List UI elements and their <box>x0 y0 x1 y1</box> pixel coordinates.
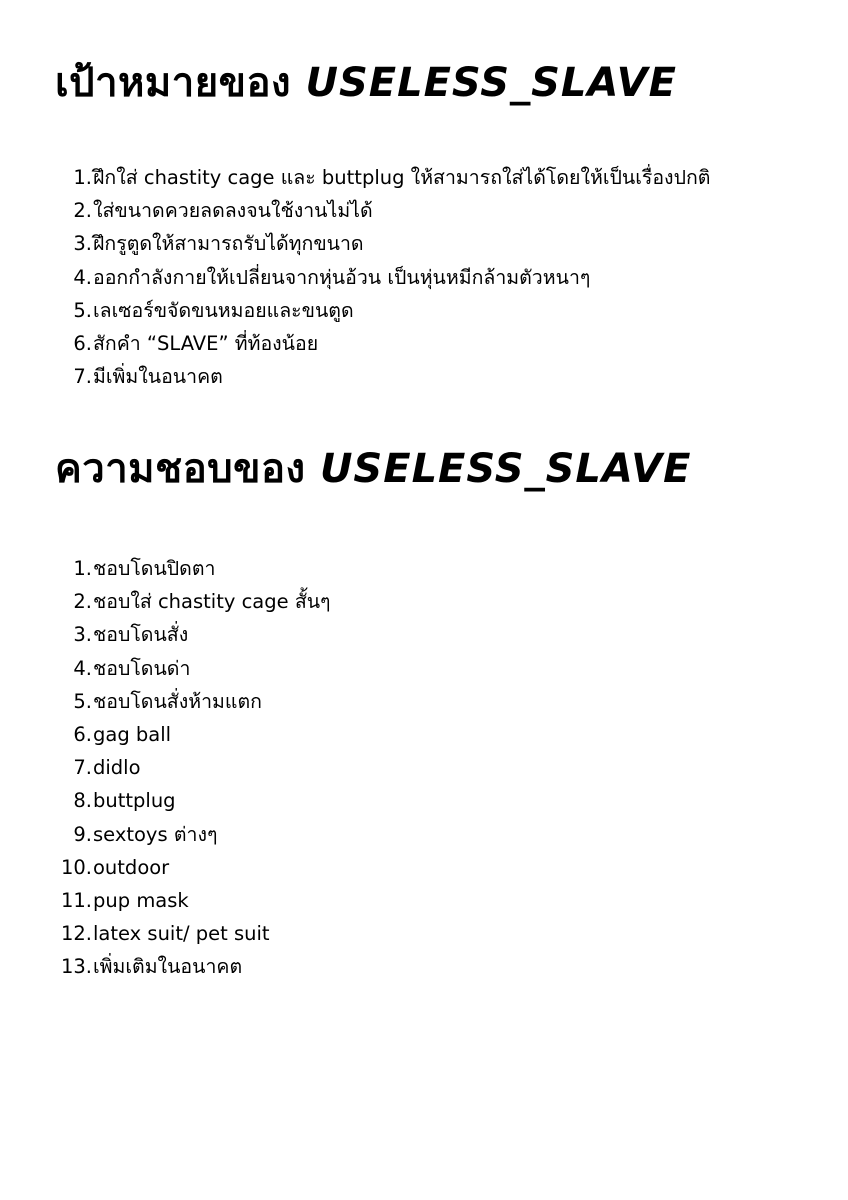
likes-list-item <box>0 718 848 751</box>
item-number: 13. <box>60 955 92 979</box>
goals-list-item <box>0 261 848 294</box>
item-text: ชอบโดนปิดตา <box>93 557 216 580</box>
likes-heading <box>0 438 848 500</box>
item-text: latex suit/ pet suit <box>93 922 270 946</box>
likes-list-item <box>0 751 848 784</box>
item-number: 5. <box>73 689 92 713</box>
likes-list-item <box>0 784 848 817</box>
item-number: 3. <box>73 232 92 256</box>
item-text: สักคำ “SLAVE” ที่ท้องน้อย <box>93 331 319 355</box>
likes-list-item <box>0 552 848 585</box>
goals-heading-thai: เป้าหมายของ <box>55 60 292 106</box>
item-text: ชอบโดนสั่ง <box>93 623 189 647</box>
item-text: outdoor <box>93 855 170 879</box>
item-number: 5. <box>73 298 92 322</box>
goals-heading <box>0 52 848 114</box>
item-text: ชอบโดนสั่งห้ามแตก <box>93 689 262 713</box>
goals-list-item <box>0 227 848 260</box>
item-number: 1. <box>73 557 92 580</box>
item-text: ออกกำลังกายให้เปลี่ยนจากหุ่นอ้วน เป็นหุ่นหมีกล้ามตัวหนาๆ <box>93 265 591 289</box>
likes-list-item <box>0 685 848 718</box>
item-text: pup mask <box>93 888 189 912</box>
goals-list-item <box>0 194 848 227</box>
item-text: gag ball <box>93 722 172 746</box>
item-number: 11. <box>60 888 92 912</box>
goals-list-item <box>0 294 848 327</box>
item-number: 7. <box>73 365 92 389</box>
item-text: buttplug <box>93 789 176 813</box>
item-number: 1. <box>73 166 92 189</box>
item-number: 3. <box>73 623 92 647</box>
goals-list-item <box>0 161 848 194</box>
item-text: ฝึกใส่ chastity cage และ buttplug ให้สามารถใส่ได้โดยให้เป็นเรื่องปกติ <box>93 166 711 189</box>
likes-list-item <box>0 851 848 884</box>
item-number: 2. <box>73 199 92 223</box>
item-text: เลเซอร์ขจัดขนหมอยและขนตูด <box>93 298 354 322</box>
item-number: 6. <box>73 331 92 355</box>
goals-list-item <box>0 327 848 360</box>
likes-list-item <box>0 950 848 983</box>
likes-list <box>0 552 848 983</box>
item-number: 4. <box>73 656 92 680</box>
item-number: 6. <box>73 722 92 746</box>
item-text: didlo <box>93 756 141 780</box>
goals-heading-name: USELESS_SLAVE <box>305 60 677 106</box>
item-text: เพิ่มเติมในอนาคต <box>93 955 243 979</box>
likes-heading-name: USELESS_SLAVE <box>319 446 692 492</box>
likes-section <box>0 438 848 983</box>
likes-list-item <box>0 652 848 685</box>
likes-list-item <box>0 585 848 618</box>
item-text: ฝึกรูตูดให้สามารถรับได้ทุกขนาด <box>93 232 364 256</box>
goals-list <box>0 161 848 393</box>
item-text: ใส่ขนาดควยลดลงจนใช้งานไม่ได้ <box>93 199 373 223</box>
goals-list-item <box>0 360 848 393</box>
item-text: ชอบใส่ chastity cage สั้นๆ <box>93 590 331 614</box>
likes-list-item <box>0 884 848 917</box>
item-number: 8. <box>73 789 92 813</box>
likes-list-item <box>0 917 848 950</box>
goals-section <box>0 52 848 393</box>
likes-list-item <box>0 818 848 851</box>
item-number: 10. <box>60 855 92 879</box>
item-text: ชอบโดนด่า <box>93 656 191 680</box>
item-text: มีเพิ่มในอนาคต <box>93 365 223 389</box>
item-number: 9. <box>73 822 92 846</box>
likes-list-item <box>0 618 848 651</box>
likes-heading-thai: ความชอบของ <box>55 446 306 492</box>
item-number: 12. <box>60 922 92 946</box>
item-text: sextoys ต่างๆ <box>93 822 218 846</box>
item-number: 7. <box>73 756 92 780</box>
item-number: 2. <box>73 590 92 614</box>
item-number: 4. <box>73 265 92 289</box>
